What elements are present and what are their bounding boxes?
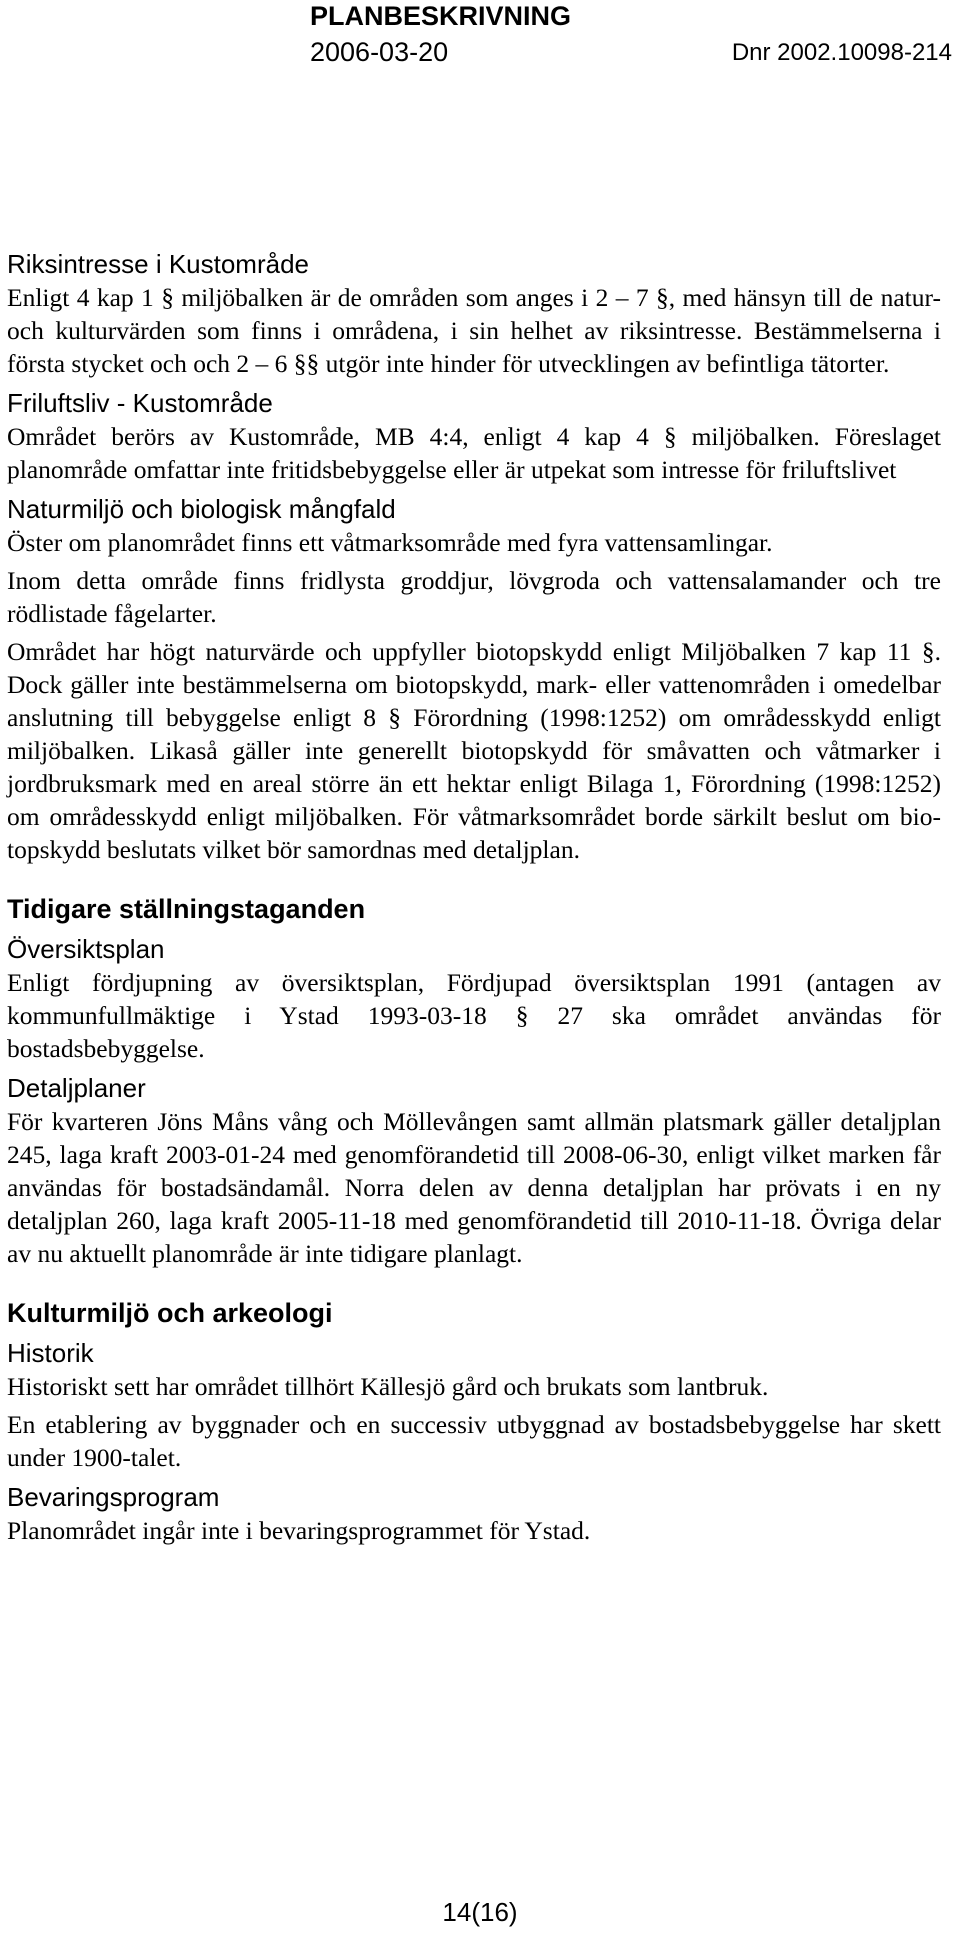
detaljplaner-text: För kvarteren Jöns Måns vång och Möllevången samt allmän platsmark gäller detaljplan 245, laga kraft 2003-01-24 med genomförandetid till 2008-06-30, enligt vilket marken får användas för bostadsändamål. Norra delen av denna detaljplan har prövats i en ny detaljplan 260, laga kraft 2005-11-18 med genomförandetid till 2010-11-18. Övriga delar av nu aktuellt planområde är inte tidigare planlagt. xyxy=(7,1107,941,1268)
naturmiljo-heading: Naturmiljö och biologisk mångfald xyxy=(7,494,396,524)
oversiktsplan-text: Enligt fördjupning av översiktsplan, Fördjupad översiktsplan 1991 (antagen av kommunfullmäktige i Ystad 1993-03-18 § 27 ska området användas för bostadsbebyggelse. xyxy=(7,968,941,1063)
historik-paragraph: Historiskt sett har området tillhört Källesjö gård och brukats som lantbruk. xyxy=(7,1372,769,1401)
document-body xyxy=(7,247,941,1552)
kulturmiljo-heading: Kulturmiljö och arkeologi xyxy=(7,1298,333,1328)
tidigare-heading: Tidigare ställningstaganden xyxy=(7,894,366,924)
naturmiljo-paragraph: Området har högt naturvärde och uppfyller biotopskydd enligt Miljöbalken 7 kap 11 §. Dock gäller inte bestämmelserna om biotopskydd, mark- eller vattenområden i omedelbar anslutning till bebyggelse enligt 8 § Förordning (1998:1252) om områdesskydd enligt miljöbalken. Likaså gäller inte generellt biotopskydd för småvatten och våtmarker i jordbruksmark med en areal större än ett hektar enligt Bilaga 1, Förordning (1998:1252) om områdesskydd enligt miljöbalken. För våtmarksområdet borde särkilt beslut om biotopskydd beslutats vilket bör samordnas med detaljplan. xyxy=(7,637,941,864)
friluftsliv-text: Området berörs av Kustområde, MB 4:4, enligt 4 kap 4 § miljöbalken. Föreslaget planområde omfattar inte fritidsbebyggelse eller är utpekat som intresse för friluftslivet xyxy=(7,422,941,484)
historik-heading: Historik xyxy=(7,1338,94,1368)
oversiktsplan-heading: Översiktsplan xyxy=(7,934,165,964)
document-title: PLANBESKRIVNING xyxy=(310,1,572,31)
document-date: 2006-03-20 xyxy=(310,37,449,67)
document-dnr: Dnr 2002.10098-214 xyxy=(731,39,952,66)
historik-paragraph: En etablering av byggnader och en successiv utbyggnad av bostadsbebyggelse har skett under 1900-talet. xyxy=(7,1410,941,1472)
riksintresse-text: Enligt 4 kap 1 § miljöbalken är de områden som anges i 2 – 7 §, med hänsyn till de natur- och kulturvärden som finns i områdena, i sin helhet av riksintresse. Bestämmelserna i första stycket och och 2 – 6 §§ utgör inte hinder för utvecklingen av befintliga tätorter. xyxy=(7,283,941,378)
friluftsliv-heading: Friluftsliv - Kustområde xyxy=(7,388,273,418)
bevaringsprogram-text: Planområdet ingår inte i bevaringsprogrammet för Ystad. xyxy=(7,1516,591,1545)
riksintresse-heading: Riksintresse i Kustområde xyxy=(7,249,309,279)
detaljplaner-heading: Detaljplaner xyxy=(7,1073,146,1103)
naturmiljo-paragraph: Inom detta område finns fridlysta groddjur, lövgroda och vattensalamander och tre rödlistade fågelarter. xyxy=(7,566,941,628)
page-number: 14(16) xyxy=(442,1897,518,1927)
naturmiljo-paragraph: Öster om planområdet finns ett våtmarksområde med fyra vattensamlingar. xyxy=(7,528,773,557)
bevaringsprogram-heading: Bevaringsprogram xyxy=(7,1482,220,1512)
